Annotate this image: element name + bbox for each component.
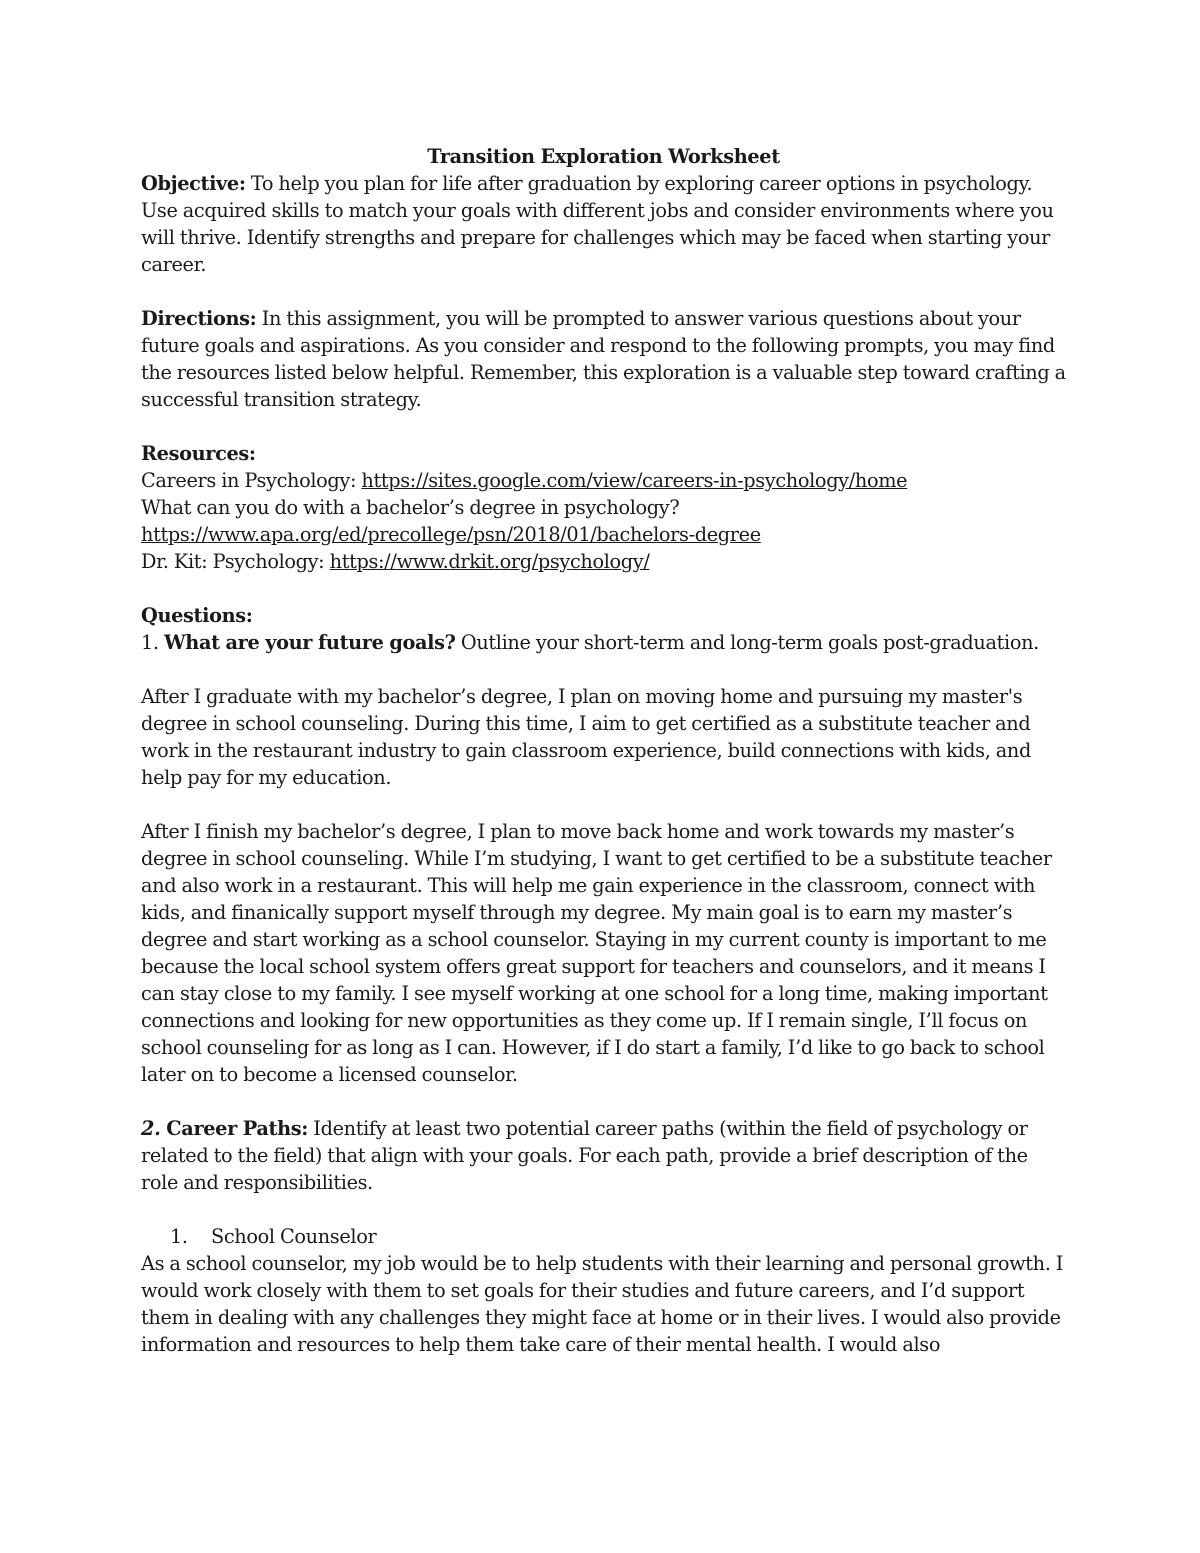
question-1-label: What are your future goals? bbox=[163, 631, 456, 654]
career-path-1-description: As a school counselor, my job would be to help students with their learning and personal growth. I would work closely with them to set goals for their studies and future careers, and I’d support them in dealing with any challenges they might face at home or in their lives. I would also provide information and resources to help them take care of their mental health. I would also bbox=[141, 1252, 1064, 1356]
objective-text: To help you plan for life after graduation by exploring career options in psychology. Use acquired skills to match your goals with different jobs and consider environments where you will thrive. Identify strengths and prepare for challenges which may be faced when starting your career. bbox=[141, 172, 1054, 276]
question-1-answer-2: After I finish my bachelor’s degree, I plan to move back home and work towards my master’s degree in school counseling. While I’m studying, I want to get certified to be a substitute teacher and also work in a restaurant. This will help me gain experience in the classroom, connect with kids, and finanically support myself through my degree. My main goal is to earn my master’s degree and start working as a school counselor. Staying in my current county is important to me because the local school system offers great support for teachers and counselors, and it means I can stay close to my family. I see myself working at one school for a long time, making important connections and looking for new opportunities as they come up. If I remain single, I’ll focus on school counseling for as long as I can. However, if I do start a family, I’d like to go back to school later on to become a licensed counselor. bbox=[141, 820, 1052, 1086]
directions-label: Directions: bbox=[141, 307, 257, 330]
career-path-1-title: 1. School Counselor bbox=[170, 1225, 377, 1248]
directions-paragraph bbox=[141, 305, 1066, 413]
question-2-text: Identify at least two potential career paths (within the field of psychology or related to the field) that align with your goals. For each path, provide a brief description of the role and responsibilities. bbox=[141, 1117, 1028, 1194]
resource-item-apa-url bbox=[141, 521, 1066, 548]
questions-heading: Questions: bbox=[141, 604, 253, 627]
resources-heading: Resources: bbox=[141, 442, 256, 465]
directions-text: In this assignment, you will be prompted to answer various questions about your future goals and aspirations. As you consider and respond to the following prompts, you may find the resources listed below helpful. Remember, this exploration is a valuable step toward crafting a successful transition strategy. bbox=[141, 307, 1066, 411]
resource-item-drkit: Dr. Kit: Psychology: https://www.drkit.org/psychology/ bbox=[141, 550, 650, 573]
careers-in-psychology-link[interactable]: https://sites.google.com/view/careers-in-psychology/home bbox=[361, 469, 908, 492]
question-1: 1. What are your future goals? Outline your short-term and long-term goals post-graduation. bbox=[141, 631, 1039, 654]
worksheet-page bbox=[141, 143, 1066, 1358]
drkit-psychology-link[interactable]: https://www.drkit.org/psychology/ bbox=[329, 550, 650, 573]
resource-item-apa-question: What can you do with a bachelor’s degree in psychology? bbox=[141, 496, 680, 519]
question-1-answer-1: After I graduate with my bachelor’s degree, I plan on moving home and pursuing my master's degree in school counseling. During this time, I aim to get certified as a substitute teacher and work in the restaurant industry to gain classroom experience, build connections with kids, and help pay for my education. bbox=[141, 685, 1031, 789]
question-1-text: Outline your short-term and long-term goals post-graduation. bbox=[455, 631, 1039, 654]
resource-item-careers: Careers in Psychology: https://sites.google.com/view/careers-in-psychology/home bbox=[141, 469, 908, 492]
question-2 bbox=[141, 1115, 1066, 1196]
page-title: Transition Exploration Worksheet bbox=[427, 145, 780, 168]
question-2-number: 2. bbox=[141, 1117, 161, 1140]
apa-bachelors-degree-link[interactable]: https://www.apa.org/ed/precollege/psn/2018/01/bachelors-degree bbox=[141, 523, 761, 546]
objective-label: Objective: bbox=[141, 172, 246, 195]
objective-paragraph bbox=[141, 170, 1066, 278]
question-2-label: Career Paths: bbox=[160, 1117, 309, 1140]
